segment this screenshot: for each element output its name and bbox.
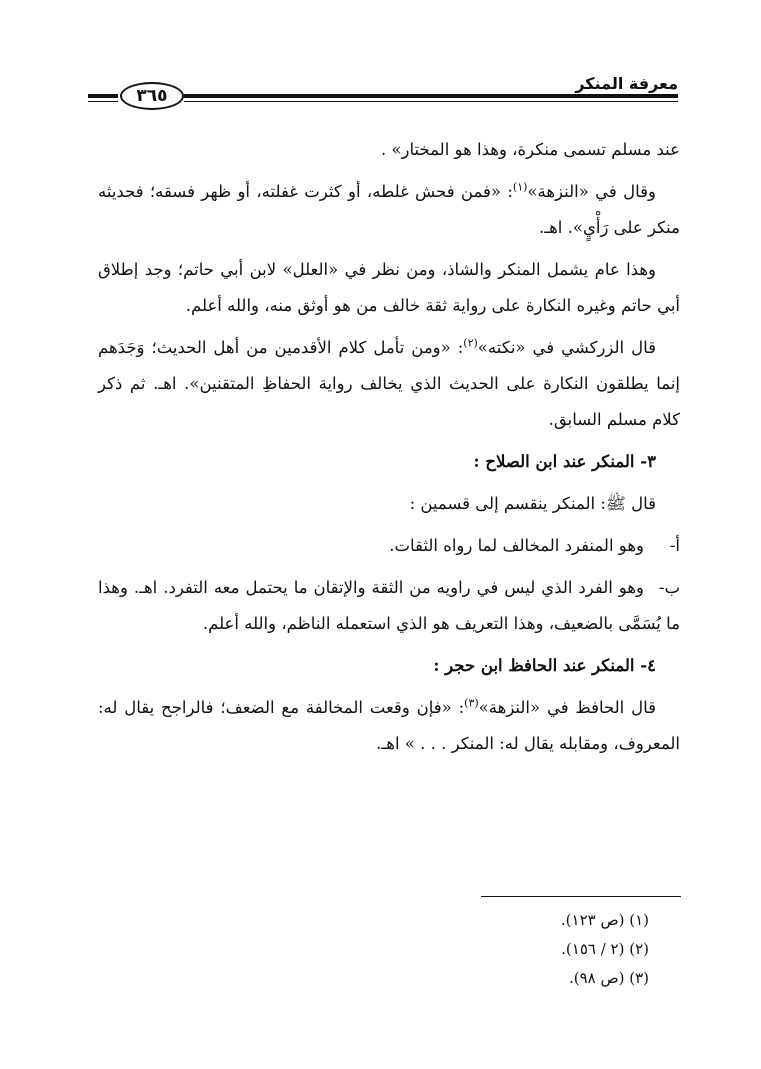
footnote-ref-2: (٢) — [463, 336, 478, 350]
running-title: معرفة المنكر — [575, 74, 678, 93]
footnote-ref-1: (١) — [512, 180, 528, 194]
footnote-separator — [481, 896, 681, 897]
footnotes — [349, 906, 649, 993]
list-item-a — [98, 528, 680, 564]
list-item-a-letter: أ- — [669, 536, 680, 555]
header-rule-thick — [184, 94, 678, 98]
section-heading-3: ٣- المنكر عند ابن الصلاح : — [473, 452, 656, 471]
header-rule-left-thin — [88, 101, 118, 102]
list-item-b-letter: ب- — [658, 578, 680, 597]
header-rule-thin — [184, 101, 678, 102]
paragraph-2: وقال في «النزهة»$^{(١)}$: «فمن فحش غلطه، أو كثرت غفلته، أو ظهر فسقه؛ فحديثه منكر على رَأْيٍ». اهـ. — [98, 180, 680, 237]
header-rule-left-thick — [88, 94, 118, 98]
footnote-ref-3: (٣) — [464, 696, 479, 710]
page-number: ٣٦٥ — [120, 82, 184, 110]
paragraph-6: قال الحافظ في «النزهة»$^{(٣)}$: «فإن وقعت المخالفة مع الضعف؛ فالراجح يقال له: المعروف، ومقابله يقال له: المنكر . . . » اهـ. — [98, 696, 680, 753]
list-item-b-text: وهو الفرد الذي ليس في راويه من الثقة والإتقان ما يحتمل معه التفرد. اهـ. وهذا ما يُسَمَّى بالضعيف، وهذا التعريف هو الذي استعمله الناظم، والله أعلم. — [98, 578, 680, 633]
paragraph-3: وهذا عام يشمل المنكر والشاذ، ومن نظر في «العلل» لابن أبي حاتم؛ وجد إطلاق أبي حاتم وغيره النكارة على رواية ثقة خالف من هو أوثق منه، والله أعلم. — [98, 260, 680, 315]
page-body — [98, 132, 680, 768]
paragraph-1: عند مسلم تسمى منكرة، وهذا هو المختار» . — [380, 140, 680, 159]
section-heading-4: ٤- المنكر عند الحافظ ابن حجر : — [433, 656, 656, 675]
paragraph-5: قال ﷺ: المنكر ينقسم إلى قسمين : — [409, 494, 656, 513]
footnote-1: (١) (ص ١٢٣). — [560, 911, 649, 929]
page-header — [88, 70, 678, 110]
footnote-2: (٢) (٢ / ١٥٦). — [561, 940, 649, 958]
footnote-3: (٣) (ص ٩٨). — [568, 969, 649, 987]
list-item-b — [98, 570, 680, 642]
list-item-a-text: وهو المنفرد المخالف لما رواه الثقات. — [389, 536, 644, 555]
paragraph-4: قال الزركشي في «نكته»$^{(٢)}$: «ومن تأمل كلام الأقدمين من أهل الحديث؛ وَجَدَهم إنما يطلقون النكارة على الحديث الذي يخالف رواية الحفاظِ المتقنين». اهـ. ثم ذكر كلام مسلم السابق. — [98, 336, 680, 429]
